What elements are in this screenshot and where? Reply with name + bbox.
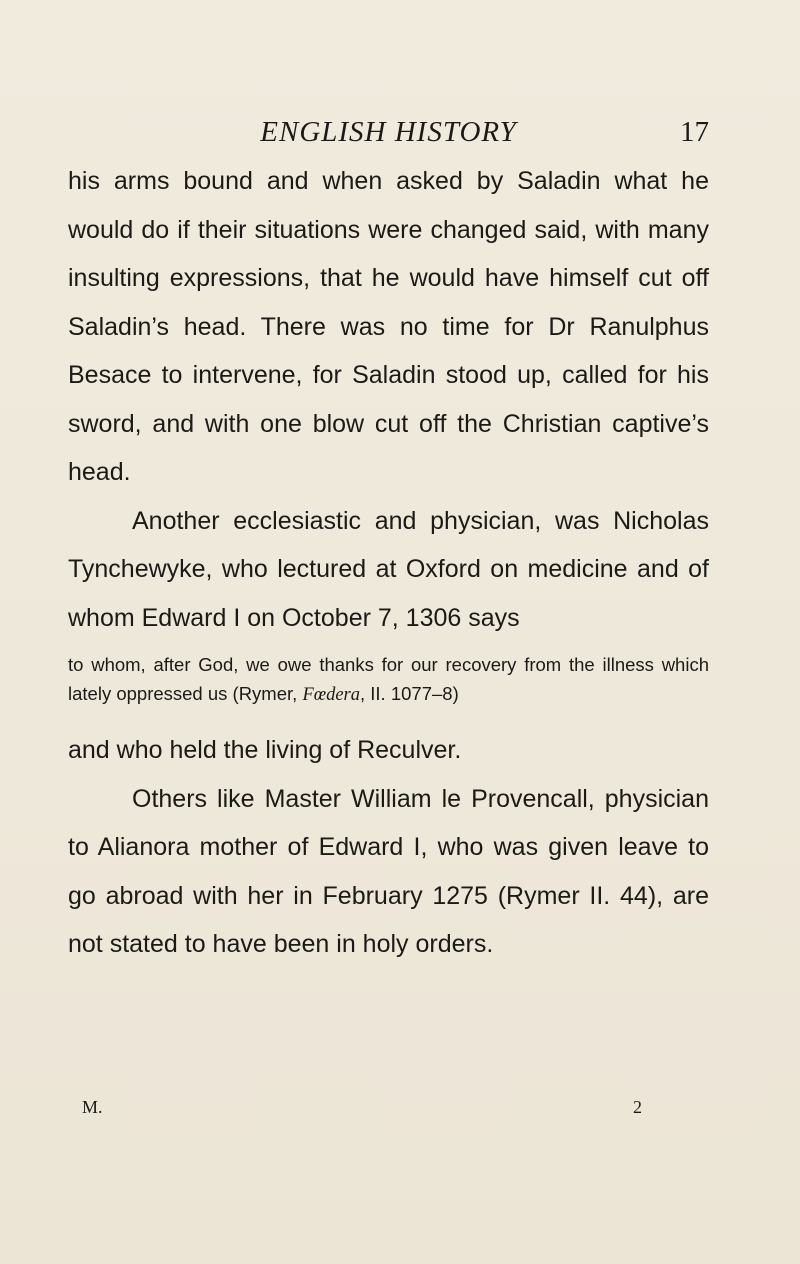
- block-quote: [68, 650, 709, 710]
- quote-citation: , II. 1077–8): [360, 683, 459, 704]
- signature-number: 2: [633, 1097, 642, 1117]
- paragraph: Others like Master William le Provencall, physician to Alianora mother of Edward I, who was given leave to go abroad with her in February 1275 (Rymer II. 44), are not stated to have been in holy orders.: [68, 784, 709, 958]
- paragraph: his arms bound and when asked by Saladin what he would do if their situations were changed said, with many insulting expressions, that he would have himself cut off Saladin’s head. There was no time for Dr Ranulphus Besace to intervene, for Saladin stood up, called for his sword, and with one blow cut off the Christian captive’s head.: [68, 167, 709, 486]
- paragraph: and who held the living of Reculver.: [68, 736, 462, 764]
- signature-mark: M.: [82, 1097, 103, 1117]
- quote-work-title: Fœdera: [302, 685, 360, 705]
- paragraph: Another ecclesiastic and physician, was Nicholas Tynchewyke, who lectured at Oxford on medicine and of whom Edward I on October 7, 1306 says: [68, 506, 709, 632]
- running-head: [68, 116, 709, 156]
- page-number: 17: [680, 116, 709, 148]
- body-text: [68, 157, 709, 969]
- running-title: ENGLISH HISTORY: [260, 116, 517, 148]
- quote-text: to whom, after God, we owe thanks for our recovery from the illness which lately oppressed us (Rymer,: [68, 654, 709, 704]
